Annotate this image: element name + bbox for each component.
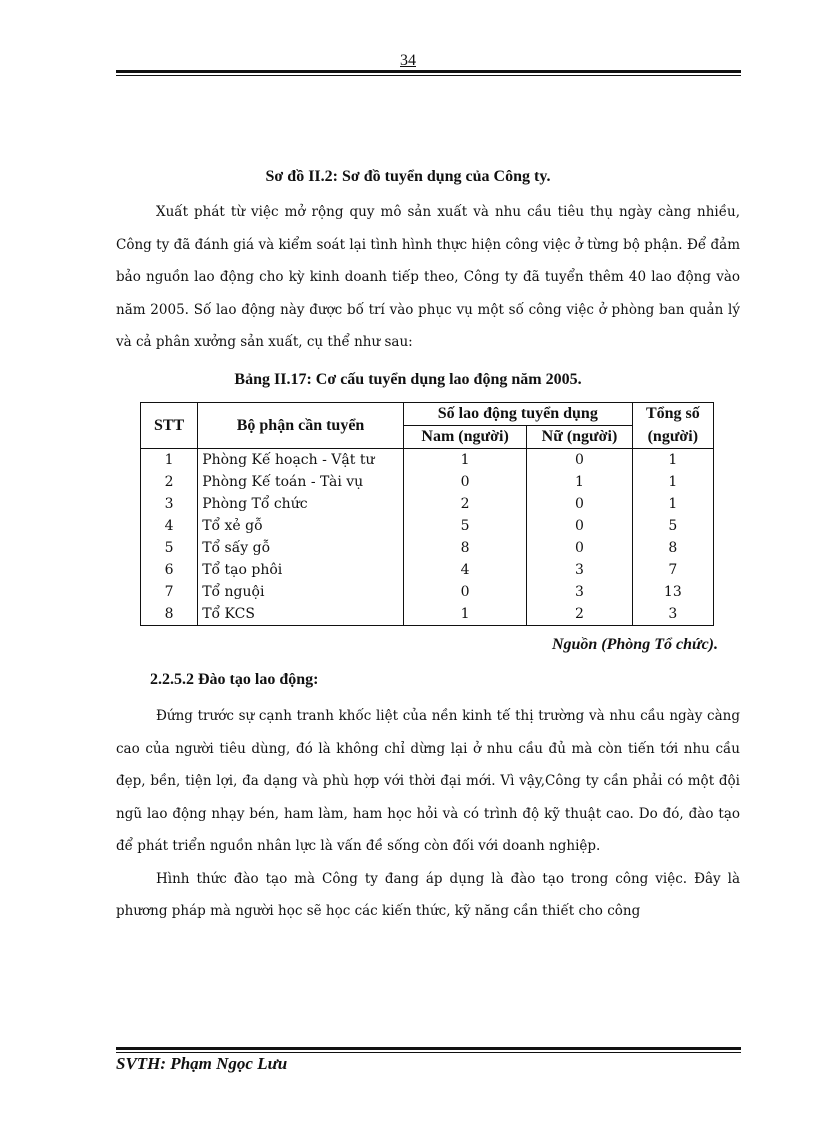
row-department: Tổ KCS <box>198 603 404 626</box>
row-department: Phòng Kế toán - Tài vụ <box>198 471 404 493</box>
table-row <box>141 559 714 581</box>
row-stt: 5 <box>141 537 198 559</box>
footer-author: SVTH: Phạm Ngọc Lưu <box>116 1054 288 1073</box>
section-title: 2.2.5.2 Đào tạo lao động: <box>150 671 319 688</box>
table-row <box>141 581 714 603</box>
intro-paragraph: Xuất phát từ việc mở rộng quy mô sản xuất và nhu cầu tiêu thụ ngày càng nhiều, Công ty đã đánh giá và kiểm soát lại tình hình thực hiện công việc ở từng bộ phận. Để đảm bảo nguồn lao động cho kỳ kinh doanh tiếp theo, Công ty đã tuyển thêm 40 lao động vào năm 2005. Số lao động này được bố trí vào phục vụ một số công việc ở phòng ban quản lý và cả phân xưởng sản xuất, cụ thể như sau: <box>116 204 740 350</box>
section-paragraph-2: Hình thức đào tạo mà Công ty đang áp dụng là đào tạo trong công việc. Đây là phương pháp mà người học sẽ học các kiến thức, kỹ năng cần thiết cho công <box>116 870 740 919</box>
row-stt: 2 <box>141 471 198 493</box>
intro-paragraph-block <box>116 196 740 359</box>
row-female: 3 <box>527 581 632 603</box>
row-total: 5 <box>632 515 713 537</box>
row-total: 3 <box>632 603 713 626</box>
row-male: 0 <box>403 581 526 603</box>
row-department: Tổ sấy gỗ <box>198 537 404 559</box>
row-stt: 3 <box>141 493 198 515</box>
header-rule-thin <box>116 75 741 76</box>
row-male: 1 <box>403 603 526 626</box>
footer-rule-thick <box>116 1047 741 1050</box>
row-male: 5 <box>403 515 526 537</box>
header-male: Nam (người) <box>403 426 526 449</box>
footer-rule-thin <box>116 1052 741 1053</box>
header-total-line1: Tổng số <box>632 403 713 426</box>
row-total: 13 <box>632 581 713 603</box>
row-stt: 7 <box>141 581 198 603</box>
diagram-caption: Sơ đồ II.2: Sơ đồ tuyển dụng của Công ty. <box>265 168 551 185</box>
header-female: Nữ (người) <box>527 426 632 449</box>
header-total-line2: (người) <box>632 426 713 449</box>
page-number: 34 <box>400 52 416 69</box>
row-female: 2 <box>527 603 632 626</box>
section-paragraph-1: Đứng trước sự cạnh tranh khốc liệt của nền kinh tế thị trường và nhu cầu ngày càng cao của người tiêu dùng, đó là không chỉ dừng lại ở nhu cầu đủ mà còn tiến tới nhu cầu đẹp, bền, tiện lợi, đa dạng và phù hợp với thời đại mới. Vì vậy,Công ty cần phải có một đội ngũ lao động nhạy bén, ham làm, ham học hỏi và có trình độ kỹ thuật cao. Do đó, đào tạo để phát triển nguồn nhân lực là vấn đề sống còn đối với doanh nghiệp. <box>116 708 740 854</box>
row-stt: 4 <box>141 515 198 537</box>
table-source: Nguồn (Phòng Tổ chức). <box>551 636 718 653</box>
row-department: Tổ xẻ gỗ <box>198 515 404 537</box>
row-stt: 1 <box>141 449 198 472</box>
header-recruited-group: Số lao động tuyển dụng <box>403 403 632 426</box>
header-rule-thick <box>116 70 741 73</box>
table-row <box>141 515 714 537</box>
table-header-row <box>141 403 714 426</box>
table-title: Bảng II.17: Cơ cấu tuyển dụng lao động năm 2005. <box>234 371 582 388</box>
row-female: 0 <box>527 449 632 472</box>
row-female: 0 <box>527 493 632 515</box>
row-total: 1 <box>632 493 713 515</box>
row-stt: 8 <box>141 603 198 626</box>
row-male: 2 <box>403 493 526 515</box>
row-stt: 6 <box>141 559 198 581</box>
row-total: 1 <box>632 471 713 493</box>
table-row <box>141 603 714 626</box>
header-department: Bộ phận cần tuyển <box>198 403 404 449</box>
header-stt: STT <box>141 403 198 449</box>
table-row <box>141 471 714 493</box>
recruitment-table <box>140 402 714 626</box>
table-row <box>141 537 714 559</box>
row-female: 3 <box>527 559 632 581</box>
row-total: 7 <box>632 559 713 581</box>
table-row <box>141 449 714 472</box>
table-row <box>141 493 714 515</box>
row-department: Tổ nguội <box>198 581 404 603</box>
row-total: 8 <box>632 537 713 559</box>
row-department: Phòng Tổ chức <box>198 493 404 515</box>
row-department: Tổ tạo phôi <box>198 559 404 581</box>
row-male: 0 <box>403 471 526 493</box>
section-body <box>116 700 740 928</box>
row-female: 0 <box>527 537 632 559</box>
row-department: Phòng Kế hoạch - Vật tư <box>198 449 404 472</box>
row-male: 4 <box>403 559 526 581</box>
row-male: 8 <box>403 537 526 559</box>
row-total: 1 <box>632 449 713 472</box>
row-female: 1 <box>527 471 632 493</box>
row-female: 0 <box>527 515 632 537</box>
row-male: 1 <box>403 449 526 472</box>
